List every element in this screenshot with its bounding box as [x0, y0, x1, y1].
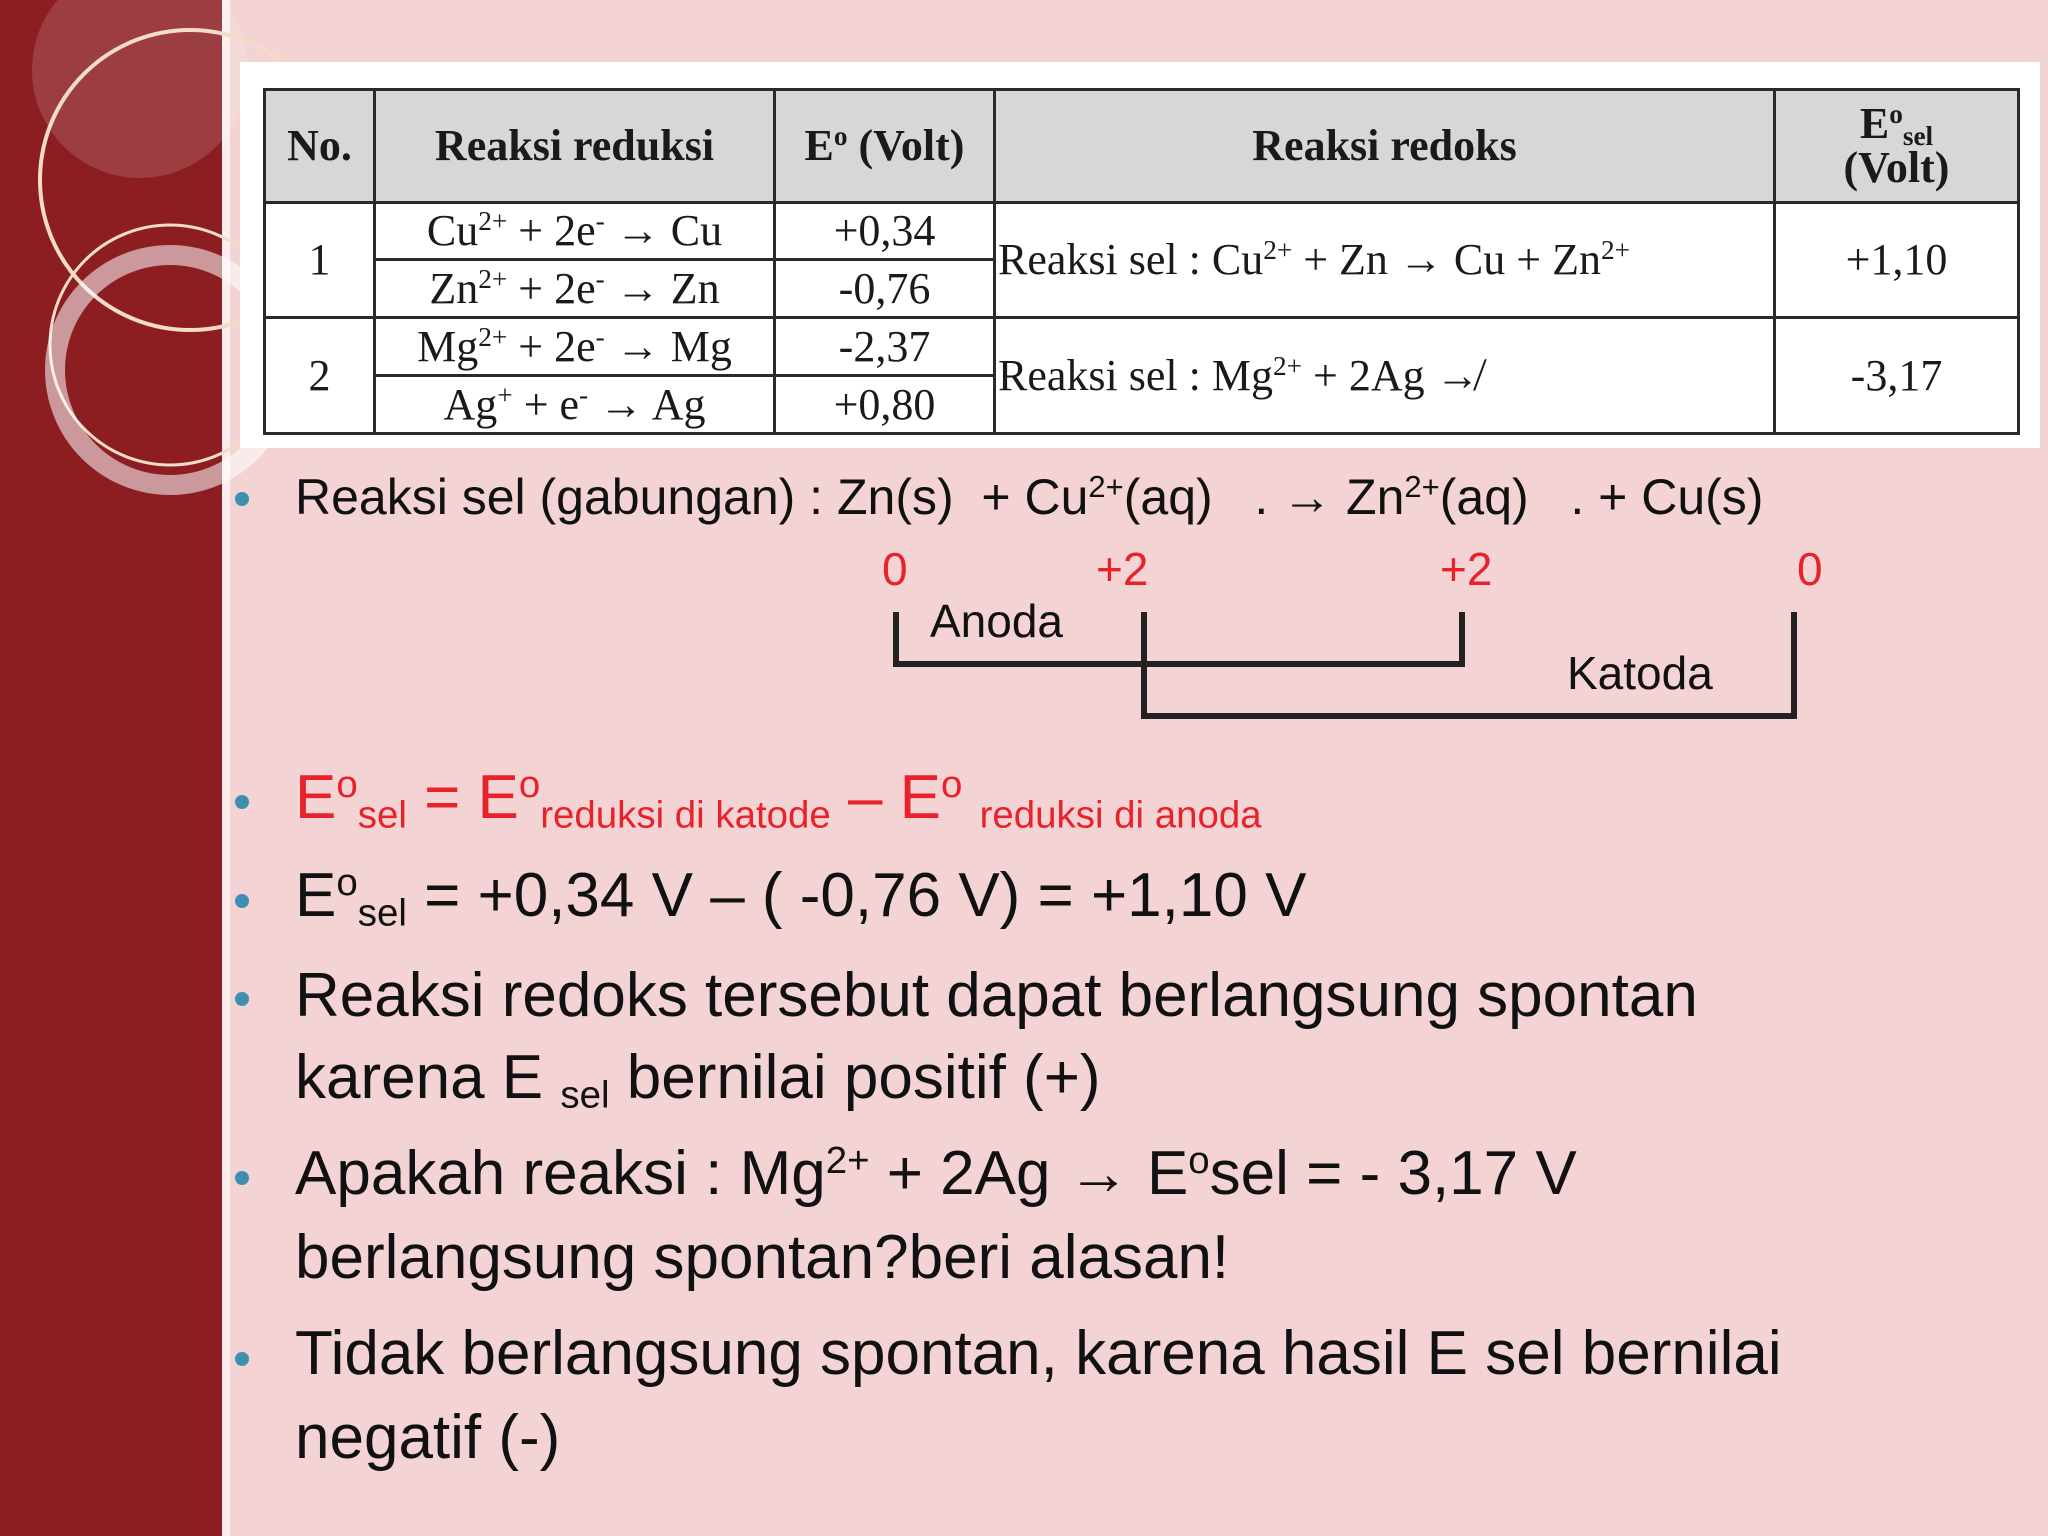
- bullet-dot: [235, 894, 249, 908]
- combined-reaction: Reaksi sel (gabungan) : $Zn(s) + Cu^{2+}(aq)$ . → $Zn^{2+}(aq)$ . + Cu(s): [295, 468, 1764, 525]
- header-no: No.: [265, 90, 375, 203]
- oxidation-number-cu: 0: [1797, 543, 1823, 595]
- cell-potential-calculation: $E^o_{sel} = +0,34$ V – ( -0,76 V) = +1,10 V: [295, 860, 1307, 935]
- row1-no: 1: [265, 202, 375, 318]
- oxidation-number-zn: 0: [882, 543, 908, 595]
- row1-eo-zn: -0,76: [775, 260, 995, 318]
- row2-no: 2: [265, 318, 375, 434]
- header-reaksi-reduksi: Reaksi reduksi: [375, 90, 775, 203]
- spontaneous-line-2: karena E $_{sel}$ bernilai positif (+): [295, 1043, 1101, 1117]
- row1-eo-cu: +0,34: [775, 202, 995, 260]
- cathode-label: Katoda: [1567, 647, 1713, 699]
- row1-reduksi-zn: $Zn^{2+} + 2e^- \to Zn$: [375, 260, 775, 318]
- row1-redoks: Reaksi sel : $Cu^{2+} + Zn \to Cu + Zn^{2+}$: [995, 202, 1775, 318]
- bullet-dot: [235, 992, 249, 1006]
- row2-reduksi-mg: $Mg^{2+} + 2e^- \to Mg$: [375, 318, 775, 376]
- row1-eo-sel: +1,10: [1775, 202, 2019, 318]
- oxidation-number-cu-ion: +2: [1096, 543, 1149, 595]
- row2-eo-ag: +0,80: [775, 376, 995, 434]
- bullet-dot: [235, 795, 249, 809]
- row2-reduksi-ag: Ag+ + e- → Ag: [375, 376, 775, 434]
- header-eo-sel: $E^o_{sel}$ (Volt): [1775, 90, 2019, 203]
- header-reaksi-redoks: Reaksi redoks: [995, 90, 1775, 203]
- answer-line-2: negatif (-): [295, 1403, 561, 1472]
- question-line-2: berlangsung spontan?beri alasan!: [295, 1223, 1230, 1292]
- row2-redoks: Reaksi sel : $Mg^{2+} + 2Ag$ ↛: [995, 318, 1775, 434]
- row2-eo-sel: -3,17: [1775, 318, 2019, 434]
- bullet-dot: [235, 1352, 249, 1366]
- bullet-dot: [235, 1171, 249, 1185]
- header-eo-volt: $E^o$ (Volt): [775, 90, 995, 203]
- question-line-1: Apakah reaksi : $Mg^{2+} + 2Ag \to E^osel$ = - 3,17 V: [295, 1138, 1577, 1208]
- row2-eo-mg: -2,37: [775, 318, 995, 376]
- spontaneous-line-1: Reaksi redoks tersebut dapat berlangsung spontan: [295, 961, 1698, 1030]
- row1-reduksi-cu: $Cu^{2+} + 2e^- \to Cu$: [375, 202, 775, 260]
- anode-label: Anoda: [930, 595, 1064, 647]
- oxidation-number-zn-ion: +2: [1440, 543, 1493, 595]
- answer-line-1: Tidak berlangsung spontan, karena hasil E sel bernilai: [295, 1319, 1782, 1388]
- cell-potential-formula: $E^o_{sel} = E^o_{reduksi di katode} - E^o$ $_{reduksi di anoda}$: [295, 762, 1262, 837]
